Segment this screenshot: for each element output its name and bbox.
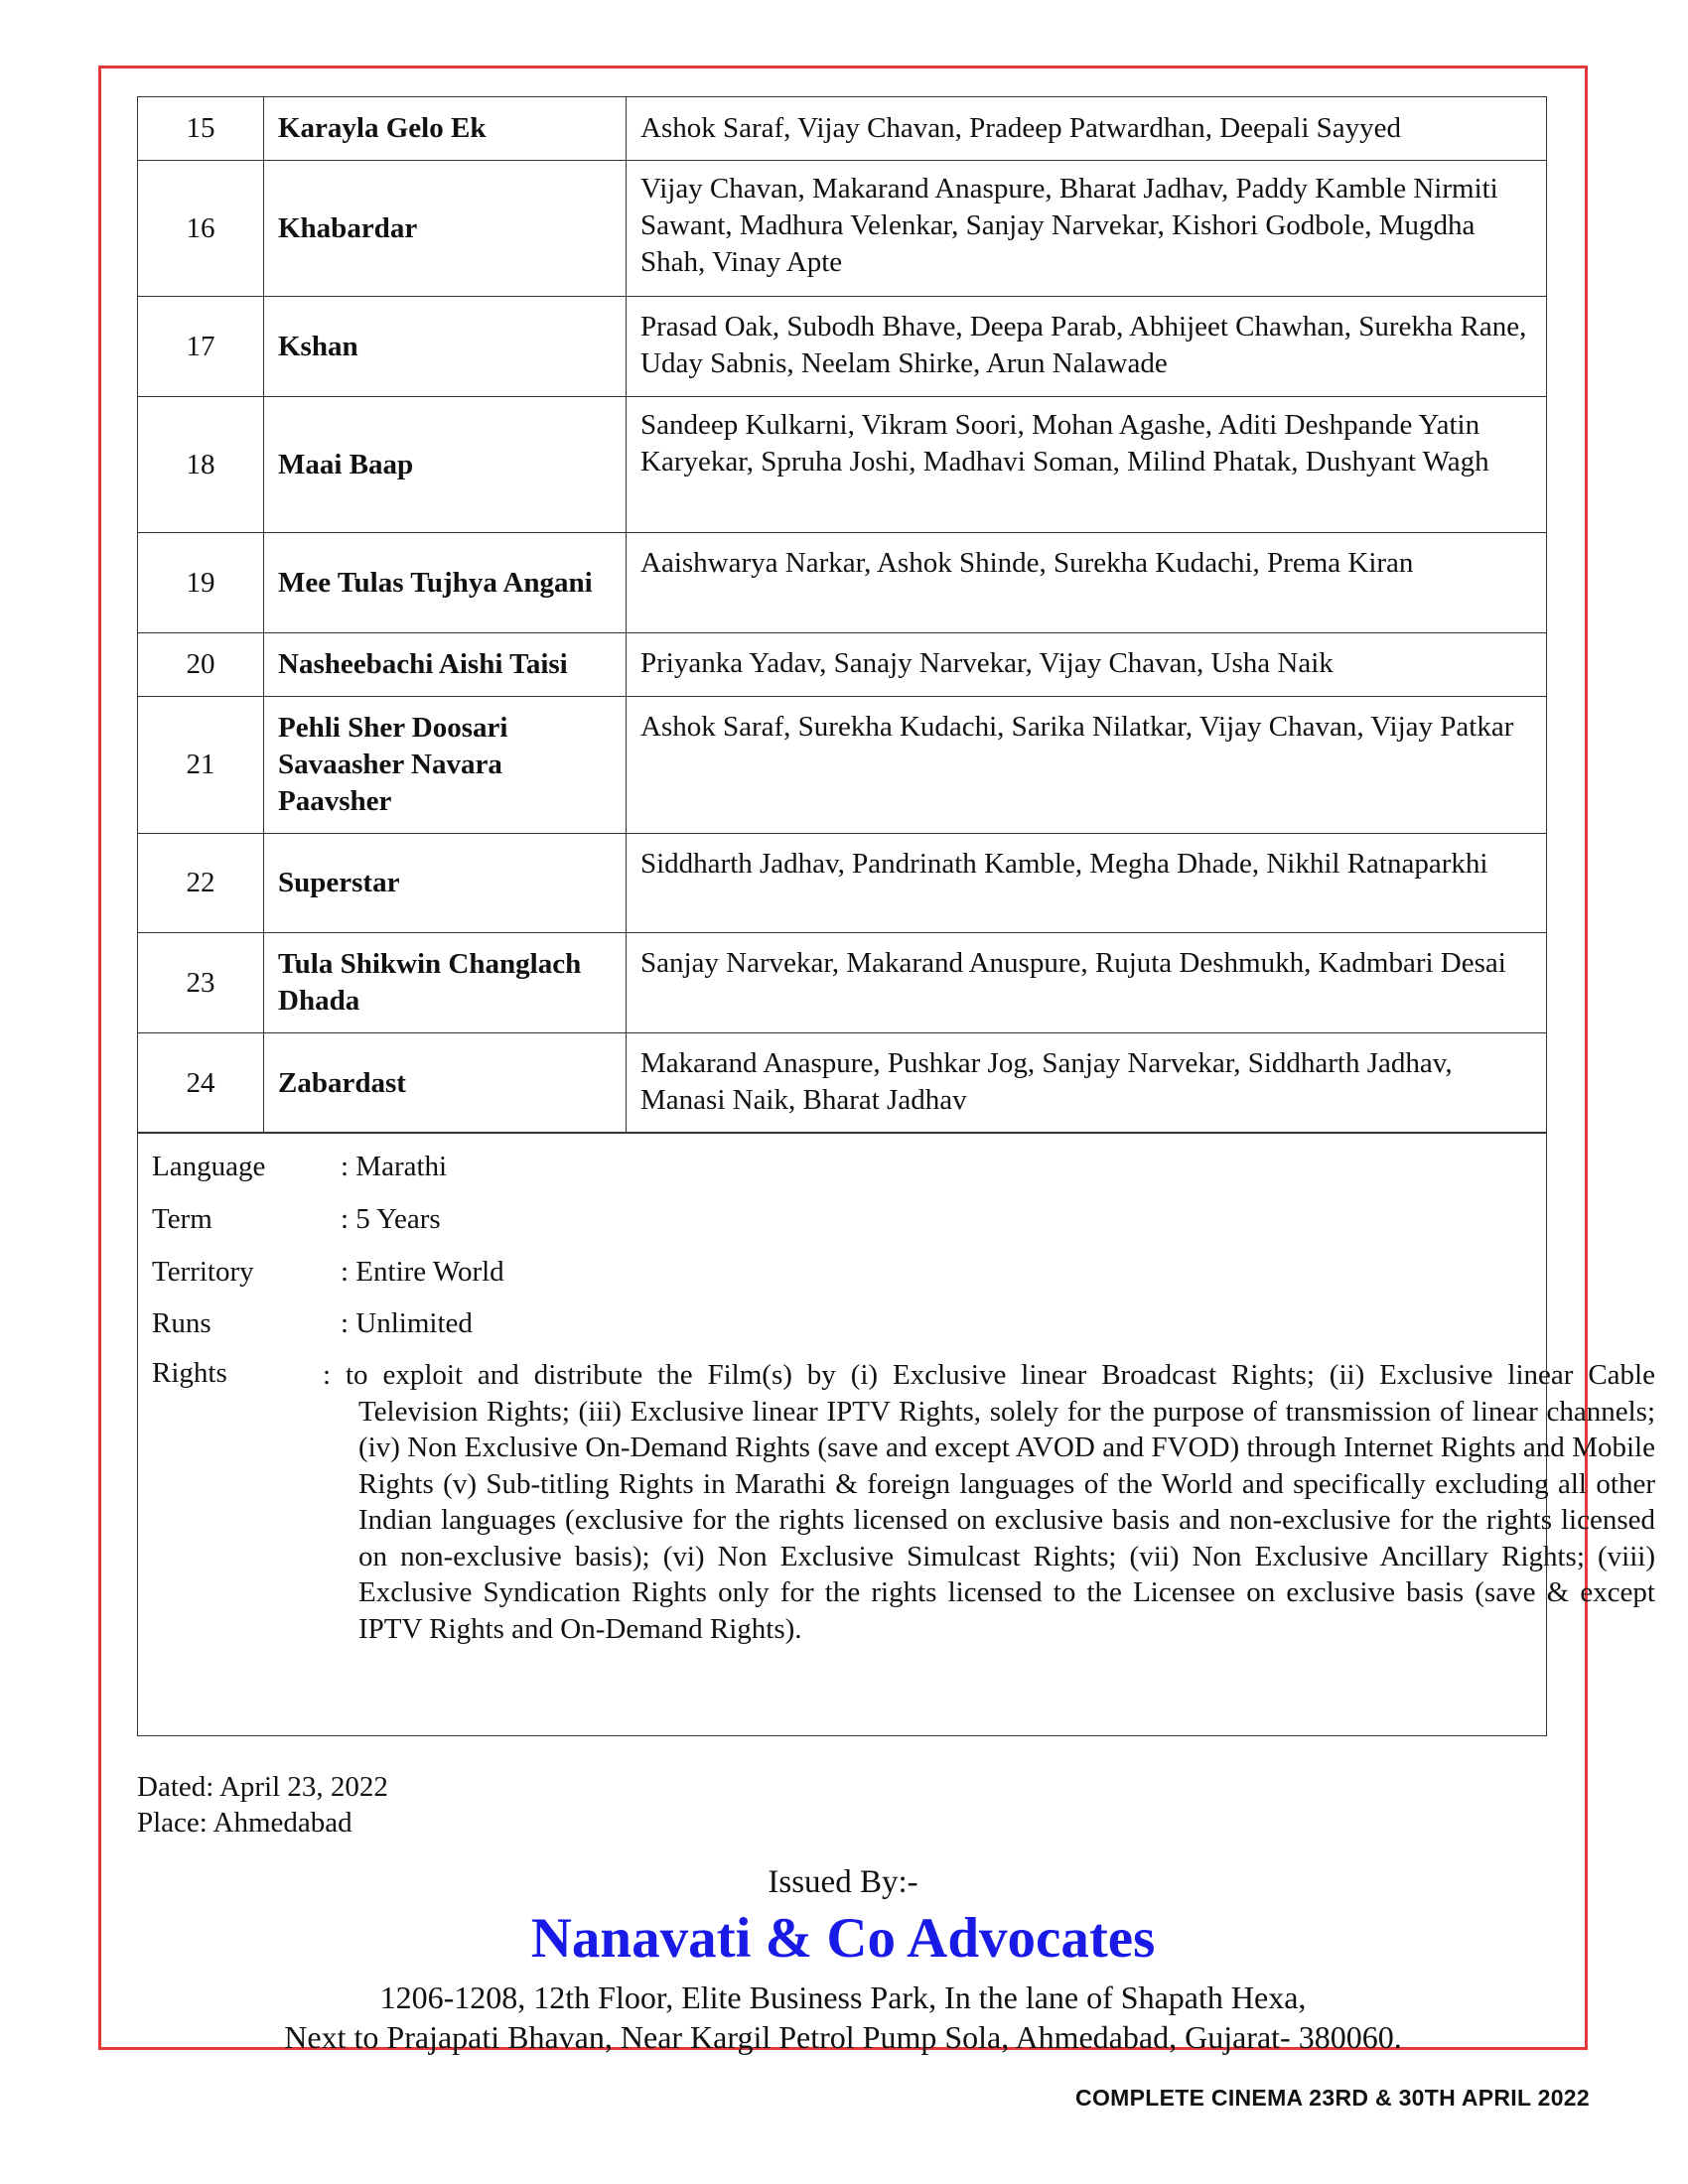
film-number: 15 bbox=[138, 97, 264, 161]
film-cast: Ashok Saraf, Surekha Kudachi, Sarika Nilatkar, Vijay Chavan, Vijay Patkar bbox=[627, 697, 1547, 834]
films-table bbox=[137, 96, 1547, 1134]
footer-publication: COMPLETE CINEMA 23RD & 30TH APRIL 2022 bbox=[1075, 2085, 1590, 2111]
table-row bbox=[138, 397, 1547, 533]
address-line-1: 1206-1208, 12th Floor, Elite Business Park, In the lane of Shapath Hexa, bbox=[379, 1979, 1307, 2015]
territory-label: Territory bbox=[152, 1256, 254, 1288]
film-title: Karayla Gelo Ek bbox=[264, 97, 627, 161]
rights-text: : to exploit and distribute the Film(s) by (i) Exclusive linear Broadcast Rights; (ii) Exclusive linear Cable Television Rights; (iii) Exclusive linear IPTV Rights, solely for the purpose of transmission of linear channels; (iv) Non Exclusive On-Demand Rights (save and except AVOD and FVOD) through Internet Rights and Mobile Rights (v) Sub-titling Rights in Marathi & foreign languages of the World and specifically excluding all other Indian languages (exclusive for the rights licensed on exclusive basis and non-exclusive for the rights licensed on non-exclusive basis); (vi) Non Exclusive Simulcast Rights; (vii) Non Exclusive Ancillary Rights; (viii) Exclusive Syndication Rights only for the rights licensed to the Licensee on exclusive basis (save & except IPTV Rights and On-Demand Rights). bbox=[323, 1359, 1655, 1645]
film-title: Maai Baap bbox=[264, 397, 627, 533]
film-number: 16 bbox=[138, 161, 264, 297]
table-row bbox=[138, 633, 1547, 697]
film-number: 21 bbox=[138, 697, 264, 834]
film-cast: Prasad Oak, Subodh Bhave, Deepa Parab, Abhijeet Chawhan, Surekha Rane, Uday Sabnis, Neelam Shirke, Arun Nalawade bbox=[627, 297, 1547, 397]
film-title: Tula Shikwin Changlach Dhada bbox=[264, 933, 627, 1033]
film-cast: Makarand Anaspure, Pushkar Jog, Sanjay Narvekar, Siddharth Jadhav, Manasi Naik, Bharat Jadhav bbox=[627, 1033, 1547, 1134]
runs-label: Runs bbox=[152, 1307, 211, 1339]
dated: Dated: April 23, 2022 bbox=[137, 1771, 388, 1803]
table-row bbox=[138, 834, 1547, 933]
film-number: 18 bbox=[138, 397, 264, 533]
film-cast: Sanjay Narvekar, Makarand Anuspure, Rujuta Deshmukh, Kadmbari Desai bbox=[627, 933, 1547, 1033]
film-cast: Siddharth Jadhav, Pandrinath Kamble, Megha Dhade, Nikhil Ratnaparkhi bbox=[627, 834, 1547, 933]
film-title: Kshan bbox=[264, 297, 627, 397]
terms-box bbox=[137, 1132, 1655, 1736]
term-value: : 5 Years bbox=[341, 1203, 441, 1235]
place: Place: Ahmedabad bbox=[137, 1807, 352, 1839]
film-title: Superstar bbox=[264, 834, 627, 933]
film-number: 20 bbox=[138, 633, 264, 697]
table-row bbox=[138, 697, 1547, 834]
language-label: Language bbox=[152, 1151, 266, 1182]
film-title: Nasheebachi Aishi Taisi bbox=[264, 633, 627, 697]
film-title: Mee Tulas Tujhya Angani bbox=[264, 533, 627, 633]
film-cast: Aaishwarya Narkar, Ashok Shinde, Surekha Kudachi, Prema Kiran bbox=[627, 533, 1547, 633]
film-title: Khabardar bbox=[264, 161, 627, 297]
film-number: 22 bbox=[138, 834, 264, 933]
film-number: 17 bbox=[138, 297, 264, 397]
table-row bbox=[138, 297, 1547, 397]
film-number: 24 bbox=[138, 1033, 264, 1134]
film-cast: Ashok Saraf, Vijay Chavan, Pradeep Patwardhan, Deepali Sayyed bbox=[627, 97, 1547, 161]
table-row bbox=[138, 933, 1547, 1033]
territory-value: : Entire World bbox=[341, 1256, 504, 1288]
language-value: : Marathi bbox=[341, 1151, 448, 1182]
film-title: Pehli Sher Doosari Savaasher Navara Paavsher bbox=[264, 697, 627, 834]
table-row bbox=[138, 1033, 1547, 1134]
address-line-2: Next to Prajapati Bhavan, Near Kargil Petrol Pump Sola, Ahmedabad, Gujarat- 380060. bbox=[284, 2019, 1402, 2055]
film-cast: Priyanka Yadav, Sanajy Narvekar, Vijay Chavan, Usha Naik bbox=[627, 633, 1547, 697]
runs-value: : Unlimited bbox=[341, 1307, 473, 1339]
film-title: Zabardast bbox=[264, 1033, 627, 1134]
film-number: 23 bbox=[138, 933, 264, 1033]
firm-name: Nanavati & Co Advocates bbox=[530, 1907, 1156, 1970]
film-number: 19 bbox=[138, 533, 264, 633]
table-row bbox=[138, 533, 1547, 633]
film-cast: Vijay Chavan, Makarand Anaspure, Bharat Jadhav, Paddy Kamble Nirmiti Sawant, Madhura Velenkar, Sanjay Narvekar, Kishori Godbole, Mugdha Shah, Vinay Apte bbox=[627, 161, 1547, 297]
table-row bbox=[138, 161, 1547, 297]
issued-by: Issued By:- bbox=[768, 1864, 918, 1900]
film-cast: Sandeep Kulkarni, Vikram Soori, Mohan Agashe, Aditi Deshpande Yatin Karyekar, Spruha Joshi, Madhavi Soman, Milind Phatak, Dushyant Wagh bbox=[627, 397, 1547, 533]
table-row bbox=[138, 97, 1547, 161]
rights-label: Rights bbox=[152, 1357, 227, 1389]
term-label: Term bbox=[152, 1203, 212, 1235]
